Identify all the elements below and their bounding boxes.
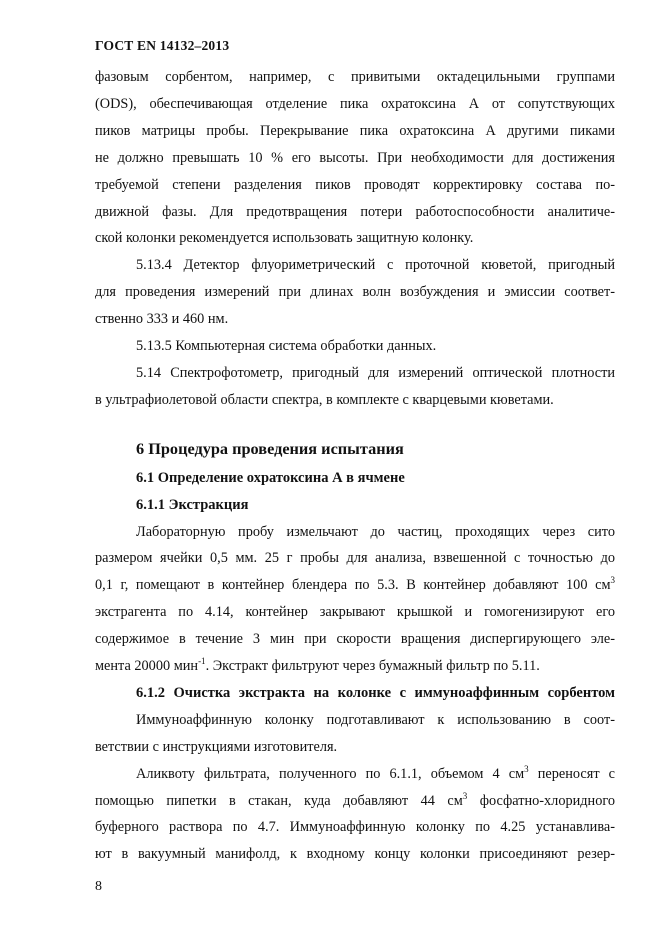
paragraph-extraction	[95, 519, 615, 680]
text-run: фосфатно-хлоридного	[467, 792, 615, 809]
text-line: 5.14 Спектрофотометр, пригодный для измерений оптической плотности	[136, 364, 615, 381]
text-line: движной фазы. Для предотвращения потери работоспособности аналитиче-	[95, 203, 615, 220]
text-line: буферного раствора по 4.7. Иммуноаффинную колонку по 4.25 устанавлива-	[95, 819, 615, 836]
text-line	[95, 761, 615, 788]
document-body	[95, 64, 615, 868]
text-line: фазовым сорбентом, например, с привитыми октадецильными группами	[95, 69, 615, 85]
paragraph-continuation	[95, 64, 615, 252]
paragraph-5-14	[95, 360, 615, 414]
text-line: Лабораторную пробу измельчают до частиц, проходящих через сито	[136, 523, 615, 540]
text-line: пиков матрицы пробы. Перекрывание пика охратоксина А другими пиками	[95, 122, 615, 139]
subsection-heading-6-1: 6.1 Определение охратоксина А в ячмене	[136, 469, 405, 486]
paragraph-5-13-5	[95, 333, 615, 360]
text-line: экстрагента по 4.14, контейнер закрывают крышкой и гомогенизируют его	[95, 604, 615, 621]
text-run: помощью пипетки в стакан, куда добавляют 44 см	[95, 792, 463, 809]
text-line: (ODS), обеспечивающая отделение пика охратоксина А от сопутствующих	[95, 95, 615, 112]
text-line: ветствии с инструкциями изготовителя.	[95, 738, 338, 755]
text-run: переносят с	[528, 765, 615, 782]
superscript: 3	[524, 763, 529, 774]
section-heading-6: 6 Процедура проведения испытания	[136, 438, 404, 458]
text-run: Аликвоту фильтрата, полученного по 6.1.1, объемом 4 см	[136, 765, 525, 782]
text-line	[95, 788, 615, 815]
text-line: ской колонки рекомендуется использовать защитную колонку.	[95, 230, 474, 247]
text-line: размером ячейки 0,5 мм. 25 г пробы для анализа, взвешенной с точностью до	[95, 550, 615, 567]
subsection-heading-6-1-2: 6.1.2 Очистка экстракта на колонке с иммуноаффинным сорбентом	[136, 684, 615, 701]
text-line: в ультрафиолетовой области спектра, в комплекте с кварцевыми кюветами.	[95, 391, 554, 408]
subsection-heading-6-1-1: 6.1.1 Экстракция	[136, 496, 249, 513]
paragraph-5-13-4	[95, 252, 615, 333]
superscript: 3	[610, 575, 615, 586]
standard-designation: ГОСТ EN 14132–2013	[95, 38, 230, 53]
text-line: ют в вакуумный манифолд, к входному концу колонки присоединяют резер-	[95, 846, 615, 863]
text-run: мента 20000 мин	[95, 658, 199, 675]
text-line	[95, 653, 615, 680]
text-run: . Экстракт фильтруют через бумажный фильтр по 5.11.	[205, 658, 540, 675]
paragraph-column-prep	[95, 707, 615, 761]
text-line: требуемой степени разделения пиков проводят корректировку состава по-	[95, 176, 615, 193]
text-line: содержимое в течение 3 мин при скорости вращения диспергирующего эле-	[95, 631, 615, 648]
superscript: 3	[462, 790, 468, 801]
text-line: не должно превышать 10 % его высоты. При необходимости для достижения	[95, 149, 615, 166]
text-line: ственно 333 и 460 нм.	[95, 311, 229, 328]
superscript: -1	[198, 656, 206, 667]
paragraph-aliquot	[95, 761, 615, 869]
text-line	[95, 572, 615, 599]
page-number: 8	[95, 879, 102, 894]
text-run: 0,1 г, помещают в контейнер блендера по 5.3. В контейнер добавляют 100 см	[95, 577, 611, 594]
text-line: Иммуноаффинную колонку подготавливают к использованию в соот-	[136, 711, 615, 728]
text-line: 5.13.4 Детектор флуориметрический с проточной кюветой, пригодный	[136, 257, 615, 274]
text-line: для проведения измерений при длинах волн возбуждения и эмиссии соответ-	[95, 284, 615, 301]
text-line: 5.13.5 Компьютерная система обработки данных.	[136, 338, 437, 355]
